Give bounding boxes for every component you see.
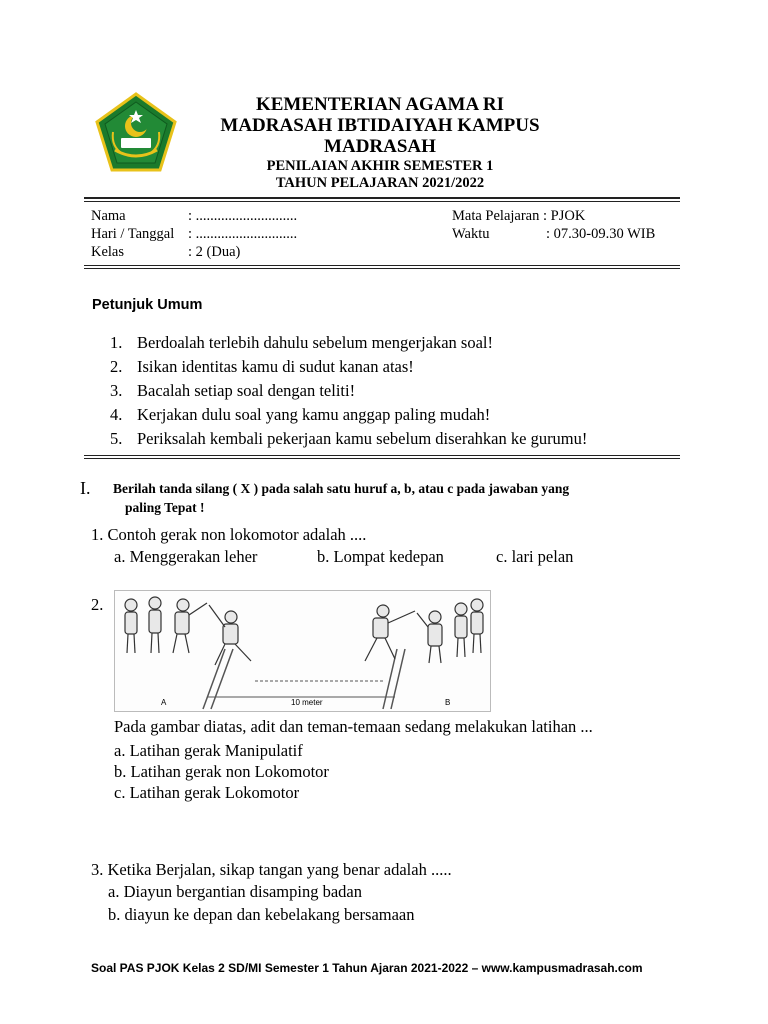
identity-divider-thin <box>84 268 680 269</box>
section-instruction-cont: paling Tepat ! <box>125 500 205 515</box>
time-label: Waktu <box>452 226 490 242</box>
nama-label: Nama <box>91 208 126 224</box>
instructions-divider <box>84 455 680 456</box>
header-divider <box>84 197 680 199</box>
illustration-distance: 10 meter <box>291 698 323 707</box>
q3-option-a[interactable]: a. Diayun bergantian disamping badan <box>108 882 363 901</box>
kelas-value: : 2 (Dua) <box>188 244 241 260</box>
q1-option-c[interactable]: c. lari pelan <box>496 547 574 566</box>
instructions-divider-thin <box>84 458 680 459</box>
identity-divider <box>84 265 680 266</box>
list-item: 4. Kerjakan dulu soal yang kamu anggap paling mudah! <box>110 405 491 424</box>
q2-option-b[interactable]: b. Latihan gerak non Lokomotor <box>114 762 329 781</box>
question-2: Pada gambar diatas, adit dan teman-temaan sedang melakukan latihan ... <box>114 717 593 736</box>
relay-illustration <box>114 590 491 712</box>
q3-option-b[interactable]: b. diayun ke depan dan kebelakang bersamaan <box>108 905 415 924</box>
header-divider-thin <box>84 201 680 202</box>
illustration-label-b: B <box>445 698 451 707</box>
question-2-number: 2. <box>91 595 104 614</box>
instructions-title: Petunjuk Umum <box>92 297 203 313</box>
q1-option-b[interactable]: b. Lompat kedepan <box>317 547 444 566</box>
question-1: 1. Contoh gerak non lokomotor adalah .... <box>91 525 367 544</box>
section-roman: I. <box>80 478 91 498</box>
time-value: : 07.30-09.30 WIB <box>546 226 656 242</box>
q1-option-a[interactable]: a. Menggerakan leher <box>114 547 258 566</box>
list-item: 2. Isikan identitas kamu di sudut kanan atas! <box>110 357 414 376</box>
illustration-label-a: A <box>161 698 167 707</box>
hari-label: Hari / Tanggal <box>91 226 175 242</box>
header-school-cont: MADRASAH <box>324 136 436 157</box>
list-item: 3. Bacalah setiap soal dengan teliti! <box>110 381 356 400</box>
header-school-year: TAHUN PELAJARAN 2021/2022 <box>275 175 485 191</box>
kemenag-emblem-icon <box>95 92 177 174</box>
list-item: 5. Periksalah kembali pekerjaan kamu sebelum diserahkan ke gurumu! <box>110 429 588 448</box>
page-footer: Soal PAS PJOK Kelas 2 SD/MI Semester 1 Tahun Ajaran 2021-2022 – www.kampusmadrasah.com <box>91 961 643 975</box>
list-item: 1. Berdoalah terlebih dahulu sebelum mengerjakan soal! <box>110 333 493 352</box>
subject-info: Mata Pelajaran : PJOK <box>452 208 586 224</box>
q2-option-c[interactable]: c. Latihan gerak Lokomotor <box>114 783 300 802</box>
header-school: MADRASAH IBTIDAIYAH KAMPUS <box>220 115 540 136</box>
section-instruction: Berilah tanda silang ( X ) pada salah satu huruf a, b, atau c pada jawaban yang <box>113 481 570 496</box>
header-exam-title: PENILAIAN AKHIR SEMESTER 1 <box>266 158 494 174</box>
kelas-label: Kelas <box>91 244 125 260</box>
nama-field[interactable]: : ............................ <box>188 208 298 224</box>
q2-option-a[interactable]: a. Latihan gerak Manipulatif <box>114 741 303 760</box>
instructions-list <box>110 331 587 451</box>
hari-field[interactable]: : ............................ <box>188 226 298 242</box>
header-ministry: KEMENTERIAN AGAMA RI <box>255 94 505 115</box>
question-3: 3. Ketika Berjalan, sikap tangan yang benar adalah ..... <box>91 860 452 879</box>
